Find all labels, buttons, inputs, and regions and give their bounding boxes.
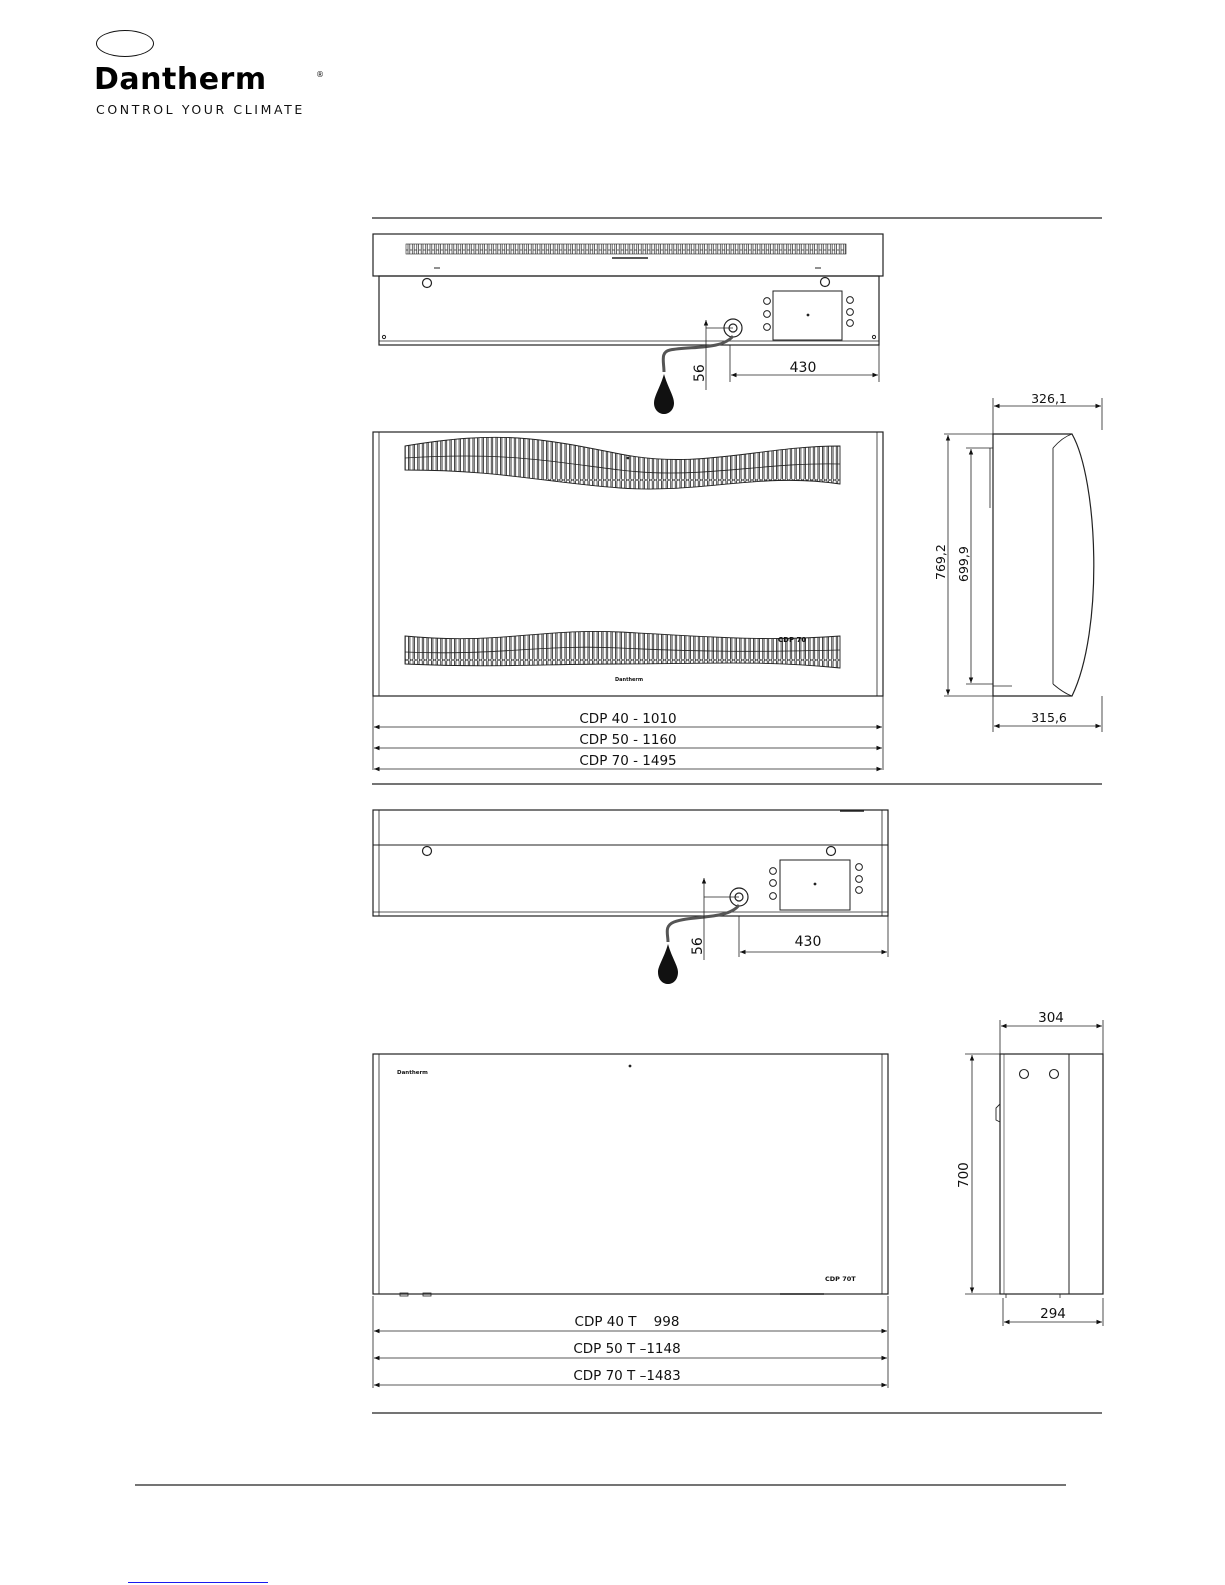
width-label-cdp40t: CDP 40 T 998: [574, 1314, 680, 1330]
width-label-cdp70: CDP 70 - 1495: [579, 753, 677, 769]
dim-drain-height-1: 56: [692, 364, 708, 382]
front-logo-1: Dantherm: [615, 677, 644, 683]
top-view-2: [373, 810, 888, 984]
water-drop-icon-2: [658, 944, 678, 984]
side-dim-total-height-1: 769,2: [933, 544, 948, 580]
width-label-cdp50t: CDP 50 T –1148: [573, 1341, 681, 1357]
side-dim-top-depth-1: 326,1: [1031, 391, 1067, 406]
side-dim-inner-height-1: 699,9: [956, 546, 971, 582]
width-label-cdp70t: CDP 70 T –1483: [573, 1368, 681, 1384]
side-dim-bottom-depth-2: 294: [1040, 1306, 1066, 1322]
dim-drain-offset-1: 430: [789, 360, 817, 376]
brand-name: Dantherm: [94, 62, 267, 97]
side-dim-height-2: 700: [956, 1162, 972, 1188]
front-logo-2: Dantherm: [397, 1070, 428, 1076]
footer-link-underline[interactable]: [128, 1582, 268, 1583]
dim-drain-offset-2: 430: [794, 934, 822, 950]
water-drop-icon: [654, 374, 674, 414]
side-dim-top-depth-2: 304: [1038, 1010, 1064, 1026]
registered-mark: ®: [316, 70, 324, 79]
model-badge-2: CDP 70T: [825, 1275, 856, 1283]
side-view-1: [933, 391, 1102, 732]
brand-tagline: CONTROL YOUR CLIMATE: [96, 102, 305, 117]
dim-drain-height-2: 56: [690, 937, 706, 955]
front-view-1: [373, 430, 883, 770]
top-view-1: [373, 234, 883, 414]
width-label-cdp50: CDP 50 - 1160: [579, 732, 677, 748]
model-badge-1: CDP 70: [778, 636, 807, 644]
width-label-cdp40: CDP 40 - 1010: [579, 711, 677, 727]
front-view-2: [373, 1054, 888, 1388]
side-view-2: [956, 1010, 1103, 1326]
side-dim-bottom-depth-1: 315,6: [1031, 710, 1067, 725]
